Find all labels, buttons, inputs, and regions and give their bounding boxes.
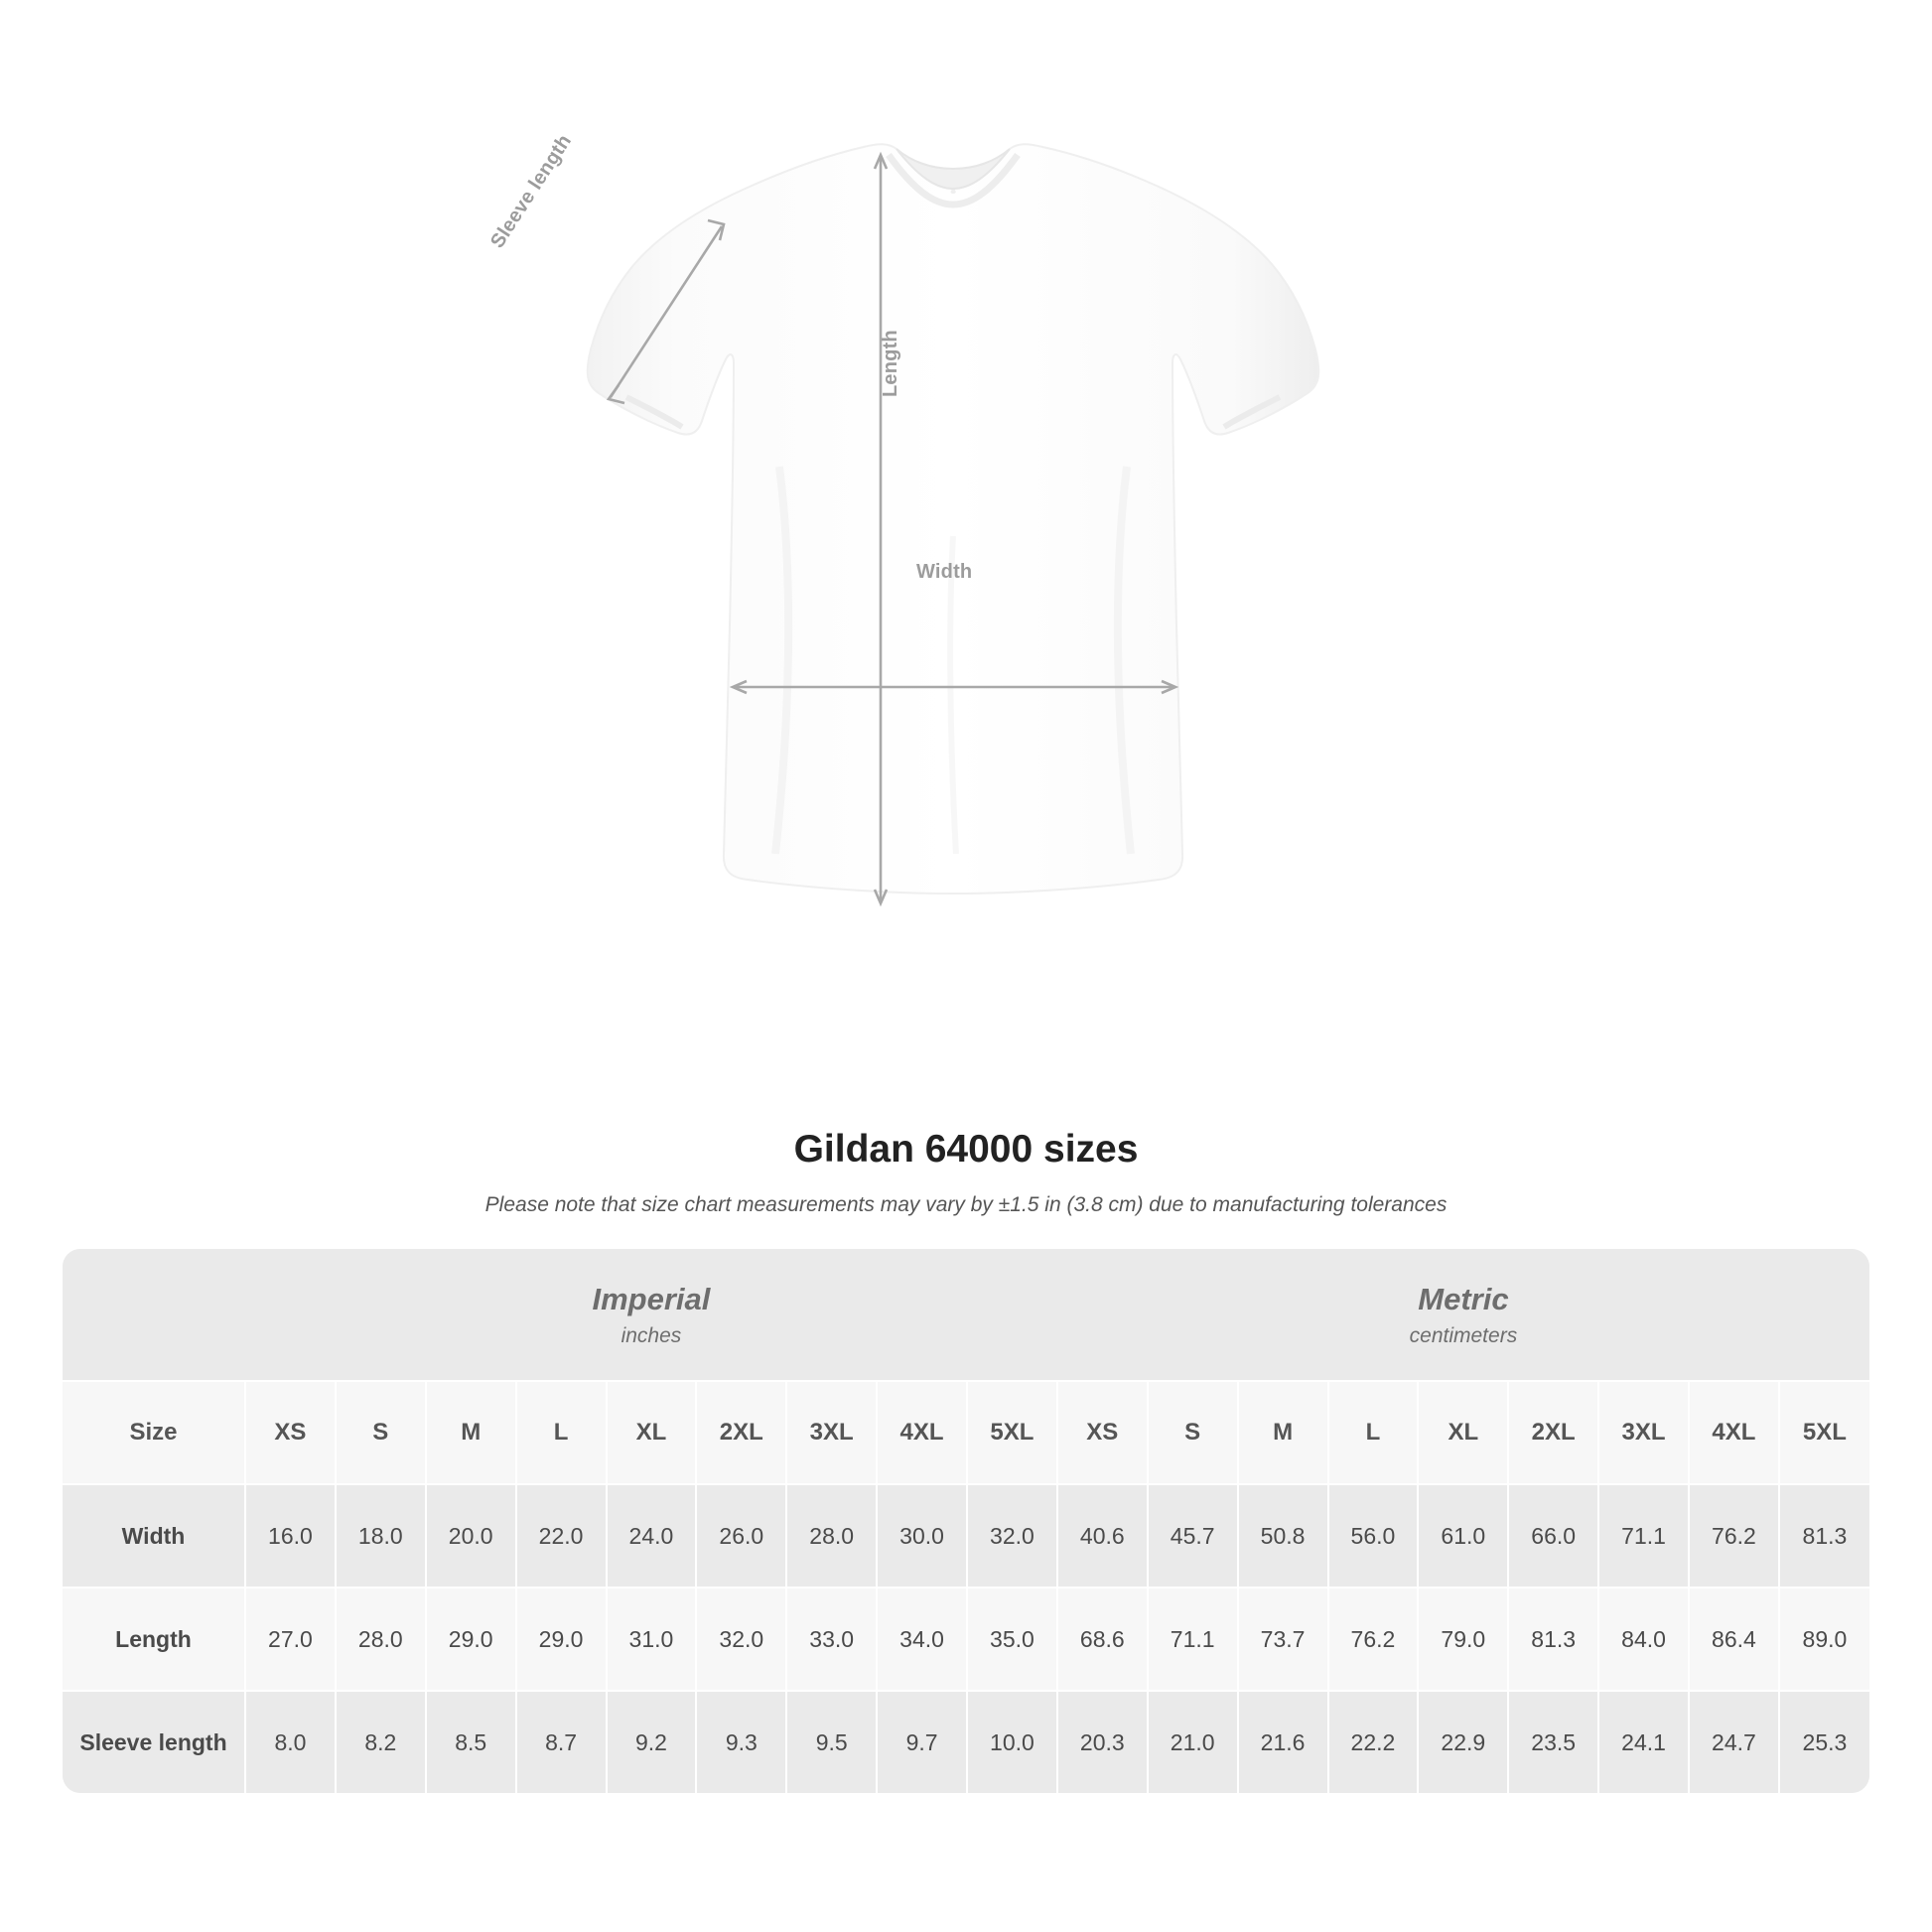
cell-length: 31.0: [607, 1587, 697, 1691]
cell-length: 33.0: [786, 1587, 877, 1691]
column-header-size-value: 2XL: [696, 1381, 786, 1484]
cell-width: 22.0: [516, 1484, 607, 1587]
group-header-imperial-name: Imperial: [592, 1281, 711, 1316]
title-block: [0, 1128, 1932, 1217]
column-header-size-value: 2XL: [1508, 1381, 1598, 1484]
row-label-width: Width: [63, 1484, 245, 1587]
size-chart-table-wrapper: [63, 1249, 1869, 1793]
cell-sleeve-length: 22.9: [1418, 1691, 1508, 1793]
cell-length: 28.0: [336, 1587, 426, 1691]
cell-width: 18.0: [336, 1484, 426, 1587]
cell-sleeve-length: 25.3: [1779, 1691, 1869, 1793]
column-header-size-value: L: [516, 1381, 607, 1484]
cell-sleeve-length: 10.0: [967, 1691, 1057, 1793]
column-header-size-value: XL: [1418, 1381, 1508, 1484]
cell-width: 28.0: [786, 1484, 877, 1587]
cell-sleeve-length: 9.3: [696, 1691, 786, 1793]
cell-sleeve-length: 9.7: [877, 1691, 967, 1793]
dimension-label-width: Width: [916, 561, 973, 583]
cell-width: 30.0: [877, 1484, 967, 1587]
column-header-size-value: 4XL: [877, 1381, 967, 1484]
column-header-size-value: 4XL: [1689, 1381, 1779, 1484]
column-header-size-value: XS: [245, 1381, 336, 1484]
cell-length: 32.0: [696, 1587, 786, 1691]
cell-length: 81.3: [1508, 1587, 1598, 1691]
cell-sleeve-length: 22.2: [1328, 1691, 1419, 1793]
column-header-size-value: 3XL: [1598, 1381, 1689, 1484]
cell-length: 27.0: [245, 1587, 336, 1691]
cell-sleeve-length: 20.3: [1057, 1691, 1148, 1793]
cell-sleeve-length: 21.0: [1148, 1691, 1238, 1793]
cell-width: 56.0: [1328, 1484, 1419, 1587]
cell-width: 61.0: [1418, 1484, 1508, 1587]
column-header-size-value: M: [1238, 1381, 1328, 1484]
cell-width: 45.7: [1148, 1484, 1238, 1587]
column-header-size-value: 5XL: [1779, 1381, 1869, 1484]
dimension-label-sleeve-length: Sleeve length: [486, 130, 577, 252]
cell-length: 86.4: [1689, 1587, 1779, 1691]
cell-length: 68.6: [1057, 1587, 1148, 1691]
cell-sleeve-length: 24.1: [1598, 1691, 1689, 1793]
cell-sleeve-length: 21.6: [1238, 1691, 1328, 1793]
column-header-size-value: 5XL: [967, 1381, 1057, 1484]
table-row: [63, 1484, 1869, 1587]
column-header-size-value: 3XL: [786, 1381, 877, 1484]
column-header-size-value: L: [1328, 1381, 1419, 1484]
group-header-metric-name: Metric: [1418, 1281, 1509, 1316]
column-header-size-value: M: [426, 1381, 516, 1484]
column-header-size-value: S: [1148, 1381, 1238, 1484]
row-label-sleeve-length: Sleeve length: [63, 1691, 245, 1793]
group-header-metric-unit: centimeters: [1409, 1324, 1518, 1348]
group-header-imperial-unit: inches: [621, 1324, 682, 1348]
cell-length: 79.0: [1418, 1587, 1508, 1691]
cell-length: 89.0: [1779, 1587, 1869, 1691]
table-group-header-row: [63, 1249, 1869, 1381]
cell-length: 73.7: [1238, 1587, 1328, 1691]
cell-length: 76.2: [1328, 1587, 1419, 1691]
cell-width: 81.3: [1779, 1484, 1869, 1587]
tolerance-note: Please note that size chart measurements may vary by ±1.5 in (3.8 cm) due to manufacturing tolerances: [484, 1193, 1448, 1216]
group-header-spacer: [63, 1249, 245, 1381]
table-column-header-row: [63, 1381, 1869, 1484]
column-header-size-value: XL: [607, 1381, 697, 1484]
cell-width: 76.2: [1689, 1484, 1779, 1587]
cell-sleeve-length: 8.7: [516, 1691, 607, 1793]
table-row: [63, 1691, 1869, 1793]
cell-sleeve-length: 8.0: [245, 1691, 336, 1793]
cell-sleeve-length: 9.2: [607, 1691, 697, 1793]
cell-width: 71.1: [1598, 1484, 1689, 1587]
cell-width: 40.6: [1057, 1484, 1148, 1587]
cell-width: 26.0: [696, 1484, 786, 1587]
cell-width: 32.0: [967, 1484, 1057, 1587]
cell-length: 29.0: [516, 1587, 607, 1691]
column-header-size-value: XS: [1057, 1381, 1148, 1484]
cell-width: 50.8: [1238, 1484, 1328, 1587]
cell-width: 24.0: [607, 1484, 697, 1587]
size-chart-table: [63, 1249, 1869, 1793]
page-title: Gildan 64000 sizes: [793, 1128, 1139, 1171]
cell-length: 84.0: [1598, 1587, 1689, 1691]
cell-width: 20.0: [426, 1484, 516, 1587]
group-header-imperial: [245, 1249, 1057, 1381]
cell-sleeve-length: 8.5: [426, 1691, 516, 1793]
cell-width: 66.0: [1508, 1484, 1598, 1587]
cell-width: 16.0: [245, 1484, 336, 1587]
cell-length: 29.0: [426, 1587, 516, 1691]
cell-sleeve-length: 8.2: [336, 1691, 426, 1793]
cell-sleeve-length: 23.5: [1508, 1691, 1598, 1793]
group-header-metric: [1057, 1249, 1869, 1381]
cell-length: 34.0: [877, 1587, 967, 1691]
row-label-length: Length: [63, 1587, 245, 1691]
column-header-size-value: S: [336, 1381, 426, 1484]
cell-length: 71.1: [1148, 1587, 1238, 1691]
cell-sleeve-length: 24.7: [1689, 1691, 1779, 1793]
cell-sleeve-length: 9.5: [786, 1691, 877, 1793]
cell-length: 35.0: [967, 1587, 1057, 1691]
column-header-size: Size: [63, 1381, 245, 1484]
table-row: [63, 1587, 1869, 1691]
dimension-label-length: Length: [880, 330, 901, 397]
